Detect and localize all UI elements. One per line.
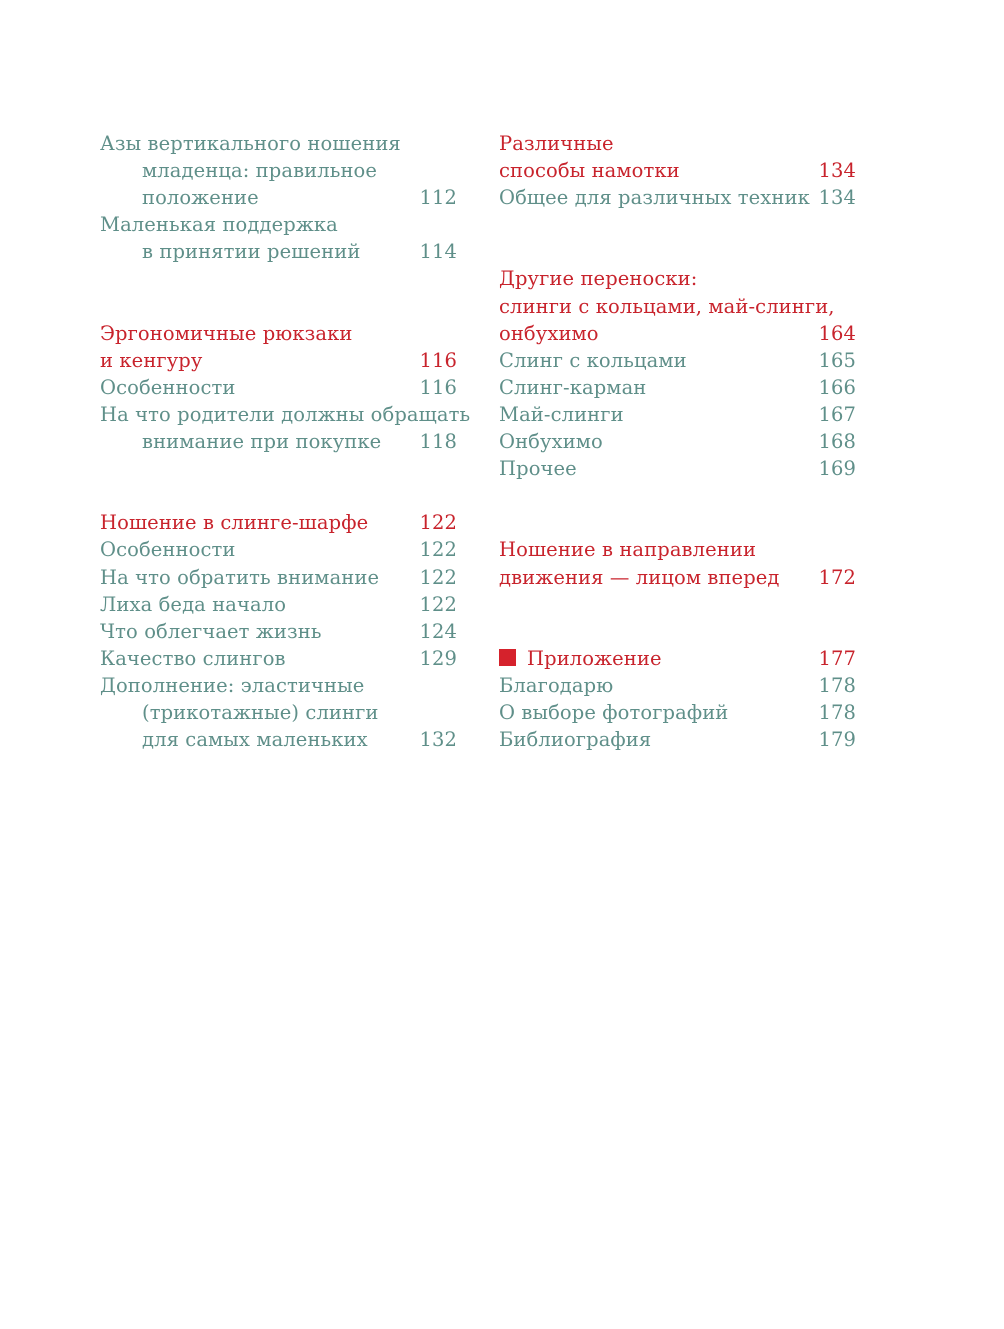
page-number: 169: [818, 457, 856, 481]
toc-entry-beginning[interactable]: [100, 591, 457, 618]
toc-entry-common-techniques[interactable]: [499, 184, 856, 211]
entry-line: Библиография: [499, 728, 652, 752]
entry-line: Благодарю: [499, 673, 614, 697]
toc-entry-elastic-slings[interactable]: [100, 672, 457, 753]
page-number: 179: [818, 728, 856, 752]
toc-entry-other[interactable]: [499, 455, 856, 482]
heading-line: слинги с кольцами, май-слинги,: [499, 294, 835, 318]
spacer: [100, 455, 457, 509]
spacer: [100, 265, 457, 319]
appendix-label: Приложение: [527, 646, 662, 670]
toc-entry-vertical-carrying[interactable]: [100, 130, 457, 211]
toc-entry-ring-sling[interactable]: [499, 347, 856, 374]
page-number: 114: [419, 240, 457, 264]
page-number: 118: [419, 430, 457, 454]
toc-heading-forward-facing[interactable]: [499, 536, 856, 590]
heading-line: и кенгуру: [100, 348, 203, 372]
entry-line: Дополнение: эластичные: [100, 673, 365, 697]
section-marker-icon: [499, 649, 516, 666]
entry-line: (трикотажные) слинги: [142, 700, 379, 724]
page-number: 172: [818, 565, 856, 589]
spacer: [499, 591, 856, 645]
page-number: 116: [419, 348, 457, 372]
page-number: 166: [818, 375, 856, 399]
page-number: 134: [818, 159, 856, 183]
heading-line: Эргономичные рюкзаки: [100, 321, 353, 345]
heading-line: Ношение в направлении: [499, 538, 757, 562]
page-number: 122: [419, 538, 457, 562]
entry-line: Что облегчает жизнь: [100, 619, 322, 643]
toc-entry-purchase-tips[interactable]: [100, 401, 471, 455]
toc-entry-attention[interactable]: [100, 564, 457, 591]
entry-line: Маленькая поддержка: [100, 213, 338, 237]
toc-entry-features[interactable]: [100, 536, 457, 563]
toc-heading-wrapping-methods[interactable]: [499, 130, 856, 184]
page-number: 112: [419, 186, 457, 210]
entry-line: Слинг-карман: [499, 375, 647, 399]
entry-line: На что обратить внимание: [100, 565, 380, 589]
entry-line: Май-слинги: [499, 402, 624, 426]
entry-line: Особенности: [100, 538, 236, 562]
toc-heading-wrap-sling[interactable]: [100, 509, 457, 536]
toc-heading-other-carriers[interactable]: [499, 265, 856, 346]
toc-entry-decision-support[interactable]: [100, 211, 457, 265]
toc-heading-ergonomic-carriers[interactable]: [100, 320, 457, 374]
entry-line: внимание при покупке: [142, 430, 382, 454]
toc-entry-features[interactable]: [100, 374, 457, 401]
heading-line: способы намотки: [499, 159, 680, 183]
page-number: 132: [419, 728, 457, 752]
heading-line: Различные: [499, 132, 614, 155]
entry-line: в принятии решений: [142, 240, 361, 264]
toc-entry-sling-quality[interactable]: [100, 645, 457, 672]
entry-line: Прочее: [499, 457, 577, 481]
spacer: [499, 482, 856, 536]
heading-line: Ношение в слинге-шарфе: [100, 511, 369, 535]
heading-line: движения — лицом вперед: [499, 565, 780, 589]
page-number: 122: [419, 592, 457, 616]
page-number: 178: [818, 673, 856, 697]
page-number: 178: [818, 700, 856, 724]
toc-left-column: [100, 130, 471, 753]
toc-right-column: [499, 130, 856, 753]
toc-entry-bibliography[interactable]: [499, 726, 856, 753]
entry-line: О выборе фотографий: [499, 700, 729, 724]
page-number: 129: [419, 646, 457, 670]
page-number: 124: [419, 619, 457, 643]
entry-line: Качество слингов: [100, 646, 286, 670]
toc-entry-onbuhimo[interactable]: [499, 428, 856, 455]
page-number: 177: [818, 646, 856, 670]
entry-line: На что родители должны обращать: [100, 402, 471, 426]
page-number: 167: [818, 402, 856, 426]
toc-entry-easier-life[interactable]: [100, 618, 457, 645]
page-number: 165: [818, 348, 856, 372]
entry-line: Лиха беда начало: [100, 592, 287, 616]
page-number: 164: [818, 321, 856, 345]
page-number: 168: [818, 430, 856, 454]
entry-line: положение: [142, 186, 259, 210]
entry-line: младенца: правильное: [142, 159, 378, 183]
spacer: [499, 211, 856, 265]
toc-entry-photo-selection[interactable]: [499, 699, 856, 726]
page-number: 122: [419, 565, 457, 589]
entry-line: Особенности: [100, 375, 236, 399]
entry-line: Слинг с кольцами: [499, 348, 687, 372]
toc-entry-acknowledgements[interactable]: [499, 672, 856, 699]
entry-line: для самых маленьких: [142, 728, 368, 752]
entry-line: Азы вертикального ношения: [100, 132, 401, 155]
page-number: 134: [818, 186, 856, 210]
entry-line: Общее для различных техник: [499, 186, 810, 210]
toc-entry-pouch-sling[interactable]: [499, 374, 856, 401]
heading-line: онбухимо: [499, 321, 599, 345]
toc-entry-mei-tai[interactable]: [499, 401, 856, 428]
entry-line: Онбухимо: [499, 430, 603, 454]
page-number: 122: [419, 511, 457, 535]
page-number: 116: [419, 375, 457, 399]
heading-line: Другие переноски:: [499, 267, 698, 291]
toc-heading-appendix[interactable]: [499, 645, 856, 672]
